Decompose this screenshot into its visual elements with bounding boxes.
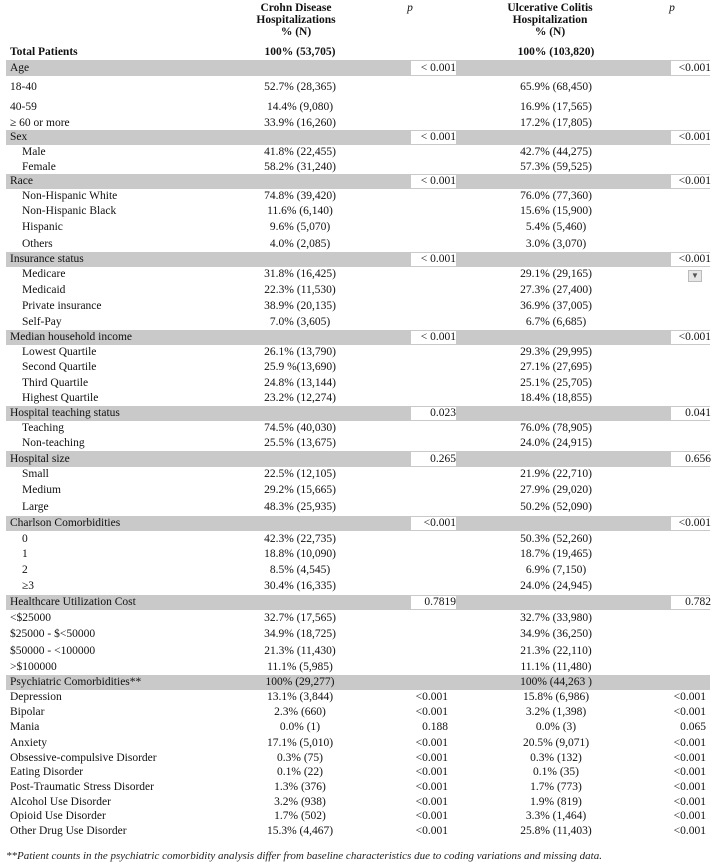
uc-value: 0.3% (132)	[530, 752, 582, 764]
crohn-value: 26.1% (13,790)	[264, 346, 336, 358]
uc-value: 50.2% (52,090)	[520, 501, 592, 513]
row-label: Sex	[10, 131, 28, 143]
crohn-value: 21.3% (11,430)	[264, 645, 336, 657]
crohn-value: 48.3% (25,935)	[264, 501, 336, 513]
uc-p-value: 0.782	[671, 596, 711, 609]
uc-value: 24.0% (24,915)	[520, 437, 592, 449]
crohn-value: 30.4% (16,335)	[264, 580, 336, 592]
crohn-value: 0.3% (75)	[277, 752, 323, 764]
table-row	[6, 562, 710, 578]
uc-value: 32.7% (33,980)	[520, 612, 592, 624]
p-column-header: p	[407, 2, 413, 14]
header-line: Ulcerative Colitis	[507, 2, 593, 14]
row-label: Other Drug Use Disorder	[10, 825, 127, 837]
row-label: Age	[10, 62, 30, 74]
table-row	[6, 626, 710, 643]
uc-value: 29.1% (29,165)	[520, 268, 592, 280]
uc-p-value: 0.041	[671, 407, 711, 420]
row-label: Teaching	[22, 422, 64, 434]
row-label: Post-Traumatic Stress Disorder	[10, 781, 154, 793]
section-row	[6, 675, 710, 690]
crohn-p-value: <0.001	[415, 796, 448, 808]
uc-p-value: <0.001	[673, 737, 706, 749]
row-label: Non-Hispanic White	[22, 190, 118, 202]
header-line: Hospitalizations	[256, 14, 336, 26]
crohn-p-value: <0.001	[415, 737, 448, 749]
row-label: Others	[22, 238, 53, 250]
crohn-value: 34.9% (18,725)	[264, 628, 336, 640]
uc-p-value: <0.001	[673, 781, 706, 793]
uc-value: 29.3% (29,995)	[520, 346, 592, 358]
row-label: Medicaid	[22, 284, 66, 296]
crohn-value: 22.3% (11,530)	[264, 284, 336, 296]
row-label: Hospital teaching status	[10, 407, 120, 419]
crohn-value: 38.9% (20,135)	[264, 300, 336, 312]
row-label: Opioid Use Disorder	[10, 810, 106, 822]
table-row	[6, 765, 710, 780]
row-label: 40-59	[10, 101, 37, 113]
dropdown-arrow-icon[interactable]: ▼	[688, 270, 702, 282]
section-row	[6, 174, 710, 189]
table-row	[6, 375, 710, 391]
uc-p-value: <0.001	[671, 253, 711, 266]
uc-p-value: <0.001	[671, 175, 711, 188]
row-label: Second Quartile	[22, 361, 97, 373]
table-row	[6, 824, 710, 839]
table-body	[6, 44, 710, 839]
row-label: >$100000	[10, 661, 57, 673]
uc-p-value: <0.001	[671, 131, 711, 144]
crohn-p-value: 0.188	[422, 721, 448, 733]
uc-value: 27.9% (29,020)	[520, 484, 592, 496]
crohn-p-value: < 0.001	[411, 175, 456, 188]
table-row	[6, 282, 710, 298]
header-line: % (N)	[280, 26, 312, 38]
table-row	[6, 467, 710, 482]
crohn-value: 52.7% (28,365)	[264, 81, 336, 93]
uc-value: 42.7% (44,275)	[520, 146, 592, 158]
crohn-value: 9.6% (5,070)	[269, 221, 331, 233]
uc-value: 6.7% (6,685)	[525, 316, 587, 328]
table-row	[6, 145, 710, 160]
uc-value: 25.8% (11,403)	[520, 825, 592, 837]
row-label: Hospital size	[10, 453, 70, 465]
crohn-p-value: <0.001	[415, 706, 448, 718]
crohn-value: 25.9 %(13,690)	[264, 361, 336, 373]
crohn-p-value: 0.023	[411, 407, 456, 420]
section-row	[6, 595, 710, 610]
crohn-value: 17.1% (5,010)	[266, 737, 334, 749]
row-label: Race	[10, 175, 33, 187]
crohn-column-header	[236, 2, 356, 38]
uc-p-value: 0.065	[680, 721, 706, 733]
table-row	[6, 705, 710, 719]
table-header	[0, 0, 720, 44]
row-label: ≥ 60 or more	[10, 117, 70, 129]
table-row	[6, 98, 710, 116]
crohn-value: 1.7% (502)	[274, 810, 326, 822]
row-label: Self-Pay	[22, 316, 62, 328]
crohn-value: 33.9% (16,260)	[264, 117, 336, 129]
uc-value: 16.9% (17,565)	[520, 101, 592, 113]
crohn-value: 42.3% (22,735)	[264, 533, 336, 545]
table-row	[6, 482, 710, 499]
uc-p-value: <0.001	[671, 517, 711, 530]
crohn-p-value: <0.001	[415, 691, 448, 703]
row-label: Small	[22, 468, 49, 480]
section-row	[6, 330, 710, 345]
uc-value: 0.1% (35)	[533, 766, 579, 778]
table-row	[6, 360, 710, 375]
crohn-value: 13.1% (3,844)	[266, 691, 334, 703]
header-line: % (N)	[534, 26, 566, 38]
header-line: Crohn Disease	[260, 2, 332, 14]
row-label: Highest Quartile	[22, 392, 99, 404]
crohn-value: 4.0% (2,085)	[269, 238, 331, 250]
table-row	[6, 298, 710, 314]
uc-p-value: <0.001	[673, 706, 706, 718]
table-row	[6, 809, 710, 824]
crohn-p-value: <0.001	[415, 781, 448, 793]
table-row	[6, 219, 710, 236]
row-label: Hispanic	[22, 221, 63, 233]
uc-p-value	[671, 676, 711, 689]
crohn-value: 15.3% (4,467)	[266, 825, 334, 837]
table-row	[6, 76, 710, 98]
uc-value: 1.9% (819)	[530, 796, 582, 808]
crohn-p-value: <0.001	[415, 752, 448, 764]
row-label: Median household income	[10, 331, 133, 343]
uc-value: 76.0% (77,360)	[520, 190, 592, 202]
table-row	[6, 44, 710, 60]
row-label: Depression	[10, 691, 62, 703]
table-row	[6, 719, 710, 736]
row-label: Male	[22, 146, 46, 158]
uc-p-value: 0.656	[671, 452, 711, 466]
table-row	[6, 531, 710, 547]
uc-column-header	[490, 2, 610, 38]
uc-value: 18.4% (18,855)	[520, 392, 592, 404]
uc-value: 17.2% (17,805)	[520, 117, 592, 129]
row-label: Large	[22, 501, 49, 513]
table-row	[6, 421, 710, 436]
table-row	[6, 751, 710, 765]
row-label: Insurance status	[10, 253, 84, 265]
uc-value: 65.9% (68,450)	[520, 81, 592, 93]
crohn-value: 100% (53,705)	[264, 46, 336, 58]
uc-p-value: <0.001	[673, 691, 706, 703]
uc-value: 36.9% (37,005)	[520, 300, 592, 312]
uc-value: 3.2% (1,398)	[525, 706, 587, 718]
uc-value: 21.3% (22,110)	[520, 645, 592, 657]
table-row	[6, 391, 710, 406]
crohn-p-value: < 0.001	[411, 253, 456, 266]
crohn-value: 31.8% (16,425)	[264, 268, 336, 280]
table-row	[6, 189, 710, 204]
table-row	[6, 345, 710, 360]
table-row	[6, 236, 710, 252]
uc-p-value: <0.001	[673, 766, 706, 778]
crohn-value: 7.0% (3,605)	[269, 316, 331, 328]
uc-value: 15.6% (15,900)	[520, 205, 592, 217]
uc-value: 21.9% (22,710)	[520, 468, 592, 480]
crohn-value: 1.3% (376)	[274, 781, 326, 793]
table-row	[6, 267, 710, 282]
uc-p-value: <0.001	[671, 331, 711, 344]
row-label: Third Quartile	[22, 377, 89, 389]
uc-value: 6.9% (7,150)	[525, 564, 587, 576]
crohn-value: 24.8% (13,144)	[264, 377, 336, 389]
table-row	[6, 736, 710, 751]
table-row	[6, 436, 710, 451]
crohn-value: 74.8% (39,420)	[264, 190, 336, 202]
uc-value: 5.4% (5,460)	[525, 221, 587, 233]
crohn-value: 14.4% (9,080)	[266, 101, 334, 113]
row-label: <$25000	[10, 612, 51, 624]
crohn-value: 41.8% (22,455)	[264, 146, 336, 158]
crohn-value: 18.8% (10,090)	[264, 548, 336, 560]
row-label: 1	[22, 548, 28, 560]
crohn-p-value: <0.001	[411, 517, 456, 530]
uc-value: 18.7% (19,465)	[520, 548, 592, 560]
crohn-value: 22.5% (12,105)	[264, 468, 336, 480]
uc-value: 15.8% (6,986)	[522, 691, 590, 703]
crohn-p-value: < 0.001	[411, 61, 456, 75]
uc-p-value: <0.001	[673, 825, 706, 837]
row-label: $25000 - $<50000	[10, 628, 96, 640]
table-row	[6, 578, 710, 595]
table-row	[6, 659, 710, 675]
crohn-value: 3.2% (938)	[274, 796, 326, 808]
crohn-value: 11.1% (5,985)	[267, 661, 333, 673]
uc-p-value: <0.001	[671, 61, 711, 75]
crohn-value: 74.5% (40,030)	[264, 422, 336, 434]
row-label: 2	[22, 564, 28, 576]
row-label: Medium	[22, 484, 61, 496]
uc-value: 24.0% (24,945)	[520, 580, 592, 592]
crohn-value: 25.5% (13,675)	[264, 437, 336, 449]
table-row	[6, 690, 710, 705]
table-row	[6, 780, 710, 795]
section-row	[6, 516, 710, 531]
crohn-value: 0.1% (22)	[277, 766, 323, 778]
crohn-value: 23.2% (12,274)	[264, 392, 336, 404]
row-label: Alcohol Use Disorder	[10, 796, 111, 808]
section-row	[6, 60, 710, 76]
row-label: $50000 - <100000	[10, 645, 96, 657]
crohn-value: 32.7% (17,565)	[264, 612, 336, 624]
crohn-p-value: <0.001	[415, 766, 448, 778]
row-label: ≥3	[22, 580, 35, 592]
uc-value: 20.5% (9,071)	[522, 737, 590, 749]
uc-value: 3.3% (1,464)	[525, 810, 587, 822]
table-row	[6, 314, 710, 330]
row-label: Psychiatric Comorbidities**	[10, 676, 142, 688]
uc-value: 27.1% (27,695)	[520, 361, 592, 373]
table-row	[6, 795, 710, 809]
row-label: Healthcare Utilization Cost	[10, 596, 136, 608]
section-row	[6, 451, 710, 467]
crohn-p-value: 0.7819	[411, 596, 456, 609]
table-row	[6, 499, 710, 516]
uc-value: 25.1% (25,705)	[520, 377, 592, 389]
uc-value: 50.3% (52,260)	[520, 533, 592, 545]
table-row	[6, 116, 710, 130]
uc-value: 100% (44,263 )	[520, 676, 592, 688]
crohn-p-value: < 0.001	[411, 131, 456, 144]
uc-value: 76.0% (78,905)	[520, 422, 592, 434]
row-label: Medicare	[22, 268, 66, 280]
table-row	[6, 643, 710, 659]
uc-p-value: <0.001	[673, 796, 706, 808]
uc-value: 0.0% (3)	[535, 721, 577, 733]
uc-value: 1.7% (773)	[530, 781, 582, 793]
row-label: Lowest Quartile	[22, 346, 97, 358]
crohn-p-value: <0.001	[415, 825, 448, 837]
crohn-p-value: 0.265	[411, 452, 456, 466]
uc-value: 34.9% (36,250)	[520, 628, 592, 640]
table-row	[6, 610, 710, 626]
header-line: Hospitalization	[512, 14, 588, 26]
crohn-value: 58.2% (31,240)	[264, 161, 336, 173]
row-label: 18-40	[10, 81, 37, 93]
row-label: Bipolar	[10, 706, 45, 718]
row-label: Anxiety	[10, 737, 48, 749]
p-column-header: p	[669, 2, 675, 14]
crohn-p-value	[411, 676, 456, 689]
row-label: Total Patients	[10, 46, 78, 58]
footnote: **Patient counts in the psychiatric comorbidity analysis differ from baseline characteristics due to coding variations and missing data.	[6, 850, 602, 862]
uc-value: 3.0% (3,070)	[525, 238, 587, 250]
table-row	[6, 160, 710, 174]
crohn-p-value: <0.001	[415, 810, 448, 822]
crohn-value: 8.5% (4,545)	[269, 564, 331, 576]
crohn-value: 2.3% (660)	[274, 706, 326, 718]
uc-p-value: <0.001	[673, 752, 706, 764]
crohn-p-value: < 0.001	[411, 331, 456, 344]
uc-value: 11.1% (11,480)	[520, 661, 592, 673]
uc-value: 57.3% (59,525)	[520, 161, 592, 173]
section-row	[6, 130, 710, 145]
row-label: Non-teaching	[22, 437, 85, 449]
row-label: Obsessive-compulsive Disorder	[10, 752, 157, 764]
uc-value: 27.3% (27,400)	[520, 284, 592, 296]
crohn-value: 100% (29,277)	[265, 676, 335, 688]
row-label: Mania	[10, 721, 40, 733]
row-label: Female	[22, 161, 56, 173]
table-row	[6, 204, 710, 219]
row-label: Charlson Comorbidities	[10, 517, 121, 529]
row-label: Private insurance	[22, 300, 102, 312]
section-row	[6, 406, 710, 421]
row-label: 0	[22, 533, 28, 545]
row-label: Eating Disorder	[10, 766, 84, 778]
crohn-value: 29.2% (15,665)	[264, 484, 336, 496]
row-label: Non-Hispanic Black	[22, 205, 117, 217]
section-row	[6, 252, 710, 267]
uc-value: 100% (103,820)	[517, 46, 595, 58]
crohn-value: 11.6% (6,140)	[267, 205, 333, 217]
table-row	[6, 547, 710, 562]
crohn-value: 0.0% (1)	[279, 721, 321, 733]
uc-p-value: <0.001	[673, 810, 706, 822]
